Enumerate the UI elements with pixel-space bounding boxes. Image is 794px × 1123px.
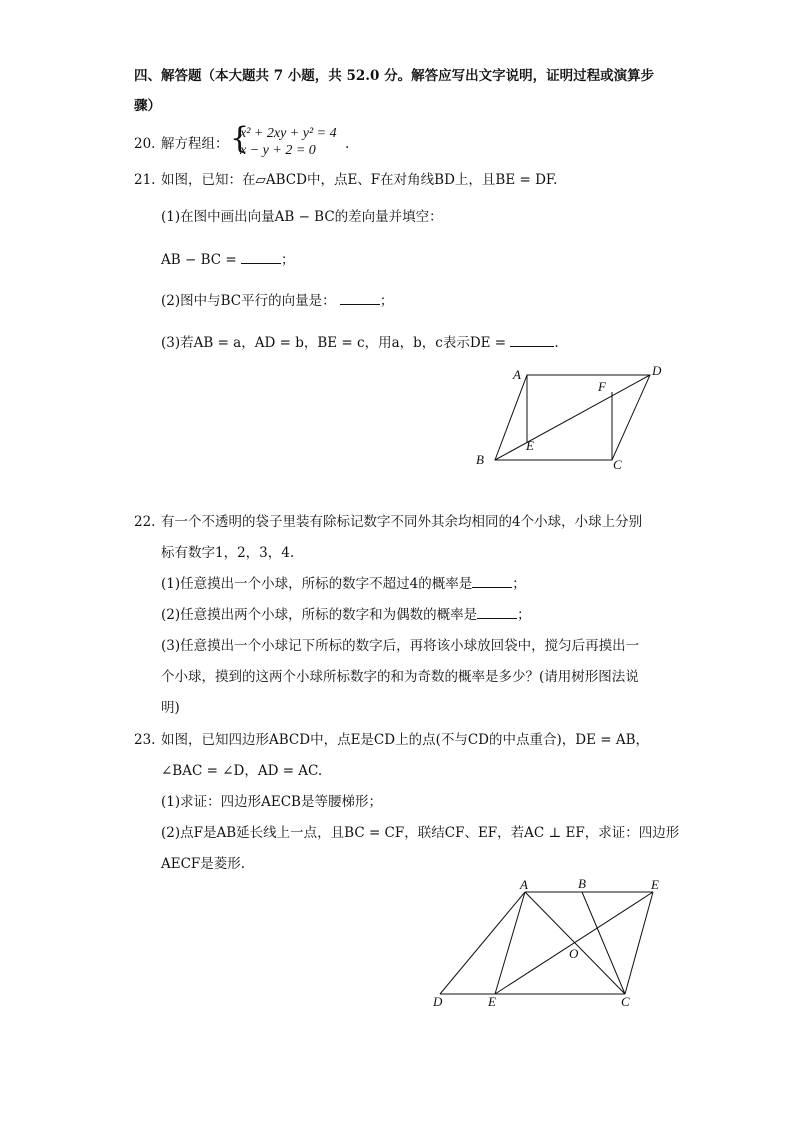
- diagonal-bd: [495, 375, 650, 460]
- q22-part3-line1: (3)任意摸出一个小球记下所标的数字后，再将该小球放回袋中，搅匀后再摸出一: [161, 638, 640, 654]
- q22-part1: (1)任意摸出一个小球，所标的数字不超过4的概率是: [161, 576, 473, 592]
- q22-part3-line3: 明): [161, 700, 180, 716]
- q23-stem-line2: ∠BAC = ∠D，AD = AC.: [161, 763, 323, 779]
- answer-blank-21-3[interactable]: [510, 334, 554, 347]
- q21-period: .: [554, 335, 559, 351]
- q22-part3-line2: 个小球，摸到的这两个小球所标数字的和为奇数的概率是多少？(请用树形图法说: [161, 669, 639, 685]
- label-b: B: [476, 452, 484, 467]
- q21-part2-line: [161, 291, 393, 311]
- system-brace: {: [230, 121, 250, 156]
- q20-end: .: [345, 136, 350, 152]
- section-heading-line1: 四、解答题（本大题共 7 小题，共 52.0 分。解答应写出文字说明，证明过程或演算步: [134, 68, 655, 84]
- answer-blank-22-1[interactable]: [472, 575, 512, 588]
- q20-number: 20.: [134, 136, 156, 152]
- q21-part3-line: [161, 333, 559, 353]
- quadrilateral-figure: [425, 872, 675, 1014]
- q21-part1-fill: [161, 250, 294, 270]
- q22-stem-line1: 有一个不透明的袋子里装有除标记数字不同外其余均相同的4个小球，小球上分别: [161, 514, 643, 530]
- segment-bc: [582, 892, 625, 994]
- q22-part1-line: [161, 574, 526, 594]
- q21-part1-expression: AB − BC =: [161, 252, 237, 268]
- q22-part2-line: [161, 605, 531, 625]
- segment-ae: [495, 892, 525, 994]
- label-e-top: E: [651, 877, 659, 892]
- section-heading-line2: 骤）: [134, 98, 161, 114]
- q22-number: 22.: [134, 514, 156, 530]
- q21-semicolon-1: ；: [280, 252, 295, 268]
- segment-ad: [440, 892, 525, 994]
- q22-semicolon-2: ；: [517, 607, 531, 623]
- label-e: E: [526, 438, 534, 453]
- q23-stem-line1: 如图，已知四边形ABCD中，点E是CD上的点(不与CD的中点重合)，DE = AB，: [161, 732, 650, 748]
- label-f: F: [598, 379, 606, 394]
- answer-blank-21-1[interactable]: [241, 251, 281, 264]
- q21-number: 21.: [134, 172, 156, 188]
- q23-part1: (1)求证：四边形AECB是等腰梯形；: [161, 794, 382, 810]
- q21-semicolon-2: ；: [379, 293, 394, 309]
- q23-number: 23.: [134, 732, 156, 748]
- q21-stem: 如图，已知：在▱ABCD中，点E、F在对角线BD上，且BE = DF.: [161, 172, 558, 188]
- label-b: B: [578, 876, 586, 891]
- q22-part2: (2)任意摸出两个小球，所标的数字和为偶数的概率是: [161, 607, 478, 623]
- answer-blank-22-2[interactable]: [477, 606, 517, 619]
- label-c: C: [613, 457, 622, 472]
- q21-part3: (3)若AB = a，AD = b，BE = c，用a，b，c表示DE =: [161, 335, 507, 351]
- q20-equation-2: x − y + 2 = 0: [240, 143, 316, 158]
- q20-text: 解方程组：: [161, 136, 229, 152]
- segment-ac: [525, 892, 625, 994]
- q22-semicolon-1: ；: [512, 576, 526, 592]
- q23-part2-line2: AECF是菱形.: [161, 856, 246, 872]
- q20-equation-1: x² + 2xy + y² = 4: [240, 126, 337, 141]
- parallelogram-figure: [470, 360, 670, 475]
- label-a: A: [513, 367, 521, 382]
- label-e-bottom: E: [488, 994, 496, 1009]
- q22-stem-line2: 标有数字1，2，3，4.: [161, 545, 295, 561]
- label-a: A: [520, 877, 528, 892]
- q23-part2-line1: (2)点F是AB延长线上一点，且BC = CF，联结CF、EF，若AC ⊥ EF，求证：四边形: [161, 825, 680, 841]
- label-c: C: [621, 994, 630, 1009]
- q21-part1: (1)在图中画出向量AB − BC的差向量并填空：: [161, 209, 443, 225]
- q21-part2: (2)图中与BC平行的向量是：: [161, 293, 336, 309]
- label-o: O: [569, 946, 579, 961]
- label-d: D: [652, 363, 662, 378]
- answer-blank-21-2[interactable]: [340, 292, 380, 305]
- label-d: D: [433, 994, 443, 1009]
